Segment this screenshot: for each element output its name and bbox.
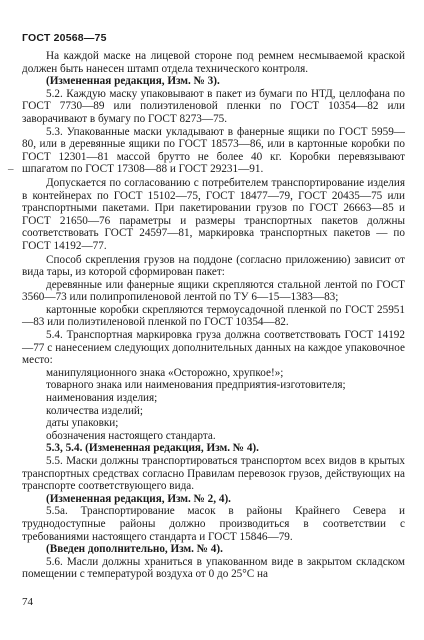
- clause-5-6: 5.6. Масли должны храниться в упакованном виде в закрытом складском помещении с температурой воздуха от 0 до 25°С на: [22, 555, 405, 581]
- page-number: 74: [22, 596, 33, 608]
- document-body: [22, 50, 405, 581]
- margin-mark: _: [8, 159, 14, 171]
- document-header: ГОСТ 20568—75: [22, 32, 107, 44]
- clause-5-4: 5.4. Транспортная маркировка груза должна соответствовать ГОСТ 14192—77 с нанесением следующих дополнительных данных на каждое упаковочное место:: [22, 329, 405, 367]
- paragraph-containers: Допускается по согласованию с потребителем транспортирование изделия в контейнерах по ГОСТ 15102—75, ГОСТ 18477—79, ГОСТ 20435—75 или транспортными пакетами. При пакетировании грузов по ГОСТ 26663—85 и ГОСТ 21650—76 параметры и размеры транспортных пакетов должны соответствовать ГОСТ 24597—81, маркировка транспортных пакетов — по ГОСТ 14192—77.: [22, 176, 405, 252]
- list-item: наименования изделия;: [46, 392, 158, 405]
- amendment-note: 5.3, 5.4. (Измененная редакция, Изм. № 4).: [46, 442, 259, 455]
- paragraph-stamp: На каждой маске на лицевой стороне под ремнем несмываемой краской должен быть нанесен штамп отдела технического контроля.: [22, 50, 405, 75]
- clause-5-5a: 5.5а. Транспортирование масок в районы Крайнего Севера и труднодоступные районы должно производиться в соответствии с требованиями настоящего стандарта и ГОСТ 15846—79.: [22, 505, 405, 543]
- list-item: количества изделий;: [46, 404, 144, 417]
- amendment-note: (Измененная редакция, Изм. № 3).: [46, 75, 220, 88]
- clause-5-5: 5.5. Маски должны транспортироваться транспортом всех видов в крытых транспортных средствах согласно Правилам перевозок грузов, действующих на транспорте соответствующего вида.: [22, 455, 405, 493]
- paragraph-wooden-boxes: деревянные или фанерные ящики скрепляются стальной лентой по ГОСТ 3560—73 или полипропиленовой лентой по ТУ 6—15—1383—83;: [22, 278, 405, 304]
- amendment-note: (Измененная редакция, Изм. № 2, 4).: [46, 492, 231, 505]
- paragraph-cardboard-boxes: картонные коробки скрепляются термоусадочной пленкой по ГОСТ 25951—83 или полиэтиленовой пленкой по ГОСТ 10354—82.: [22, 303, 405, 329]
- list-item: даты упаковки;: [46, 417, 119, 430]
- list-item: манипуляционного знака «Осторожно, хрупкое!»;: [46, 366, 284, 379]
- paragraph-fastening: Способ скрепления грузов на поддоне (согласно приложению) зависит от вида тары, из которой сформирован пакет:: [22, 253, 405, 279]
- amendment-note: (Введен дополнительно, Изм. № 4).: [46, 543, 223, 556]
- list-item: товарного знака или наименования предприятия-изготовителя;: [46, 379, 346, 392]
- clause-5-3: 5.3. Упакованные маски укладывают в фанерные ящики по ГОСТ 5959—80, или в деревянные ящики по ГОСТ 18573—86, или в картонные коробки по ГОСТ 12301—81 массой брутто не более 40 кг. Коробки перевязывают шпагатом по ГОСТ 17308—88 и ГОСТ 29231—91.: [22, 125, 405, 176]
- list-item: обозначения настоящего стандарта.: [46, 429, 216, 442]
- clause-5-2: 5.2. Каждую маску упаковывают в пакет из бумаги по НТД, целлофана по ГОСТ 7730—89 или полиэтиленовой пленки по ГОСТ 10354—82 или заворачивают в бумагу по ГОСТ 8273—75.: [22, 87, 405, 125]
